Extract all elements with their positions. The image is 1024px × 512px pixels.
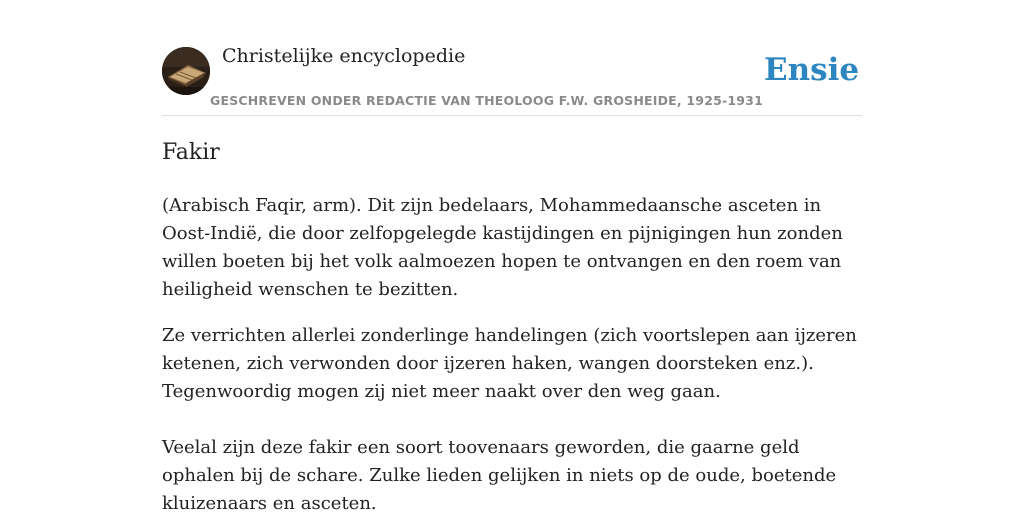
book-image-icon (162, 47, 210, 95)
article-paragraph: Veelal zijn deze fakir een soort toovenaars geworden, die gaarne geld ophalen bij de schare. Zulke lieden gelijken in niets op de oude, boetende kluizenaars en asceten. (162, 437, 837, 512)
ensie-logo[interactable]: Ensie (764, 52, 860, 88)
article-title: Fakir (162, 140, 220, 165)
header-divider (162, 115, 862, 116)
source-avatar[interactable] (162, 47, 210, 95)
article-body (162, 192, 862, 512)
source-title[interactable]: Christelijke encyclopedie (222, 45, 466, 67)
article-paragraph: (Arabisch Faqir, arm). Dit zijn bedelaars, Mohammedaansche asceten in Oost-Indië, die door zelfopgelegde kastijdingen en pijnigingen hun zonden willen boeten bij het volk aalmoezen hopen te ontvangen en den roem van heiligheid wenschen te bezitten. (162, 195, 843, 300)
article-paragraph: Ze verrichten allerlei zonderlinge handelingen (zich voortslepen aan ijzeren ketenen, zich verwonden door ijzeren haken, wangen doorsteken enz.). Tegenwoordig mogen zij niet meer naakt over den weg gaan. (162, 325, 857, 402)
source-subtitle: GESCHREVEN ONDER REDACTIE VAN THEOLOOG F.W. GROSHEIDE, 1925-1931 (210, 93, 763, 108)
